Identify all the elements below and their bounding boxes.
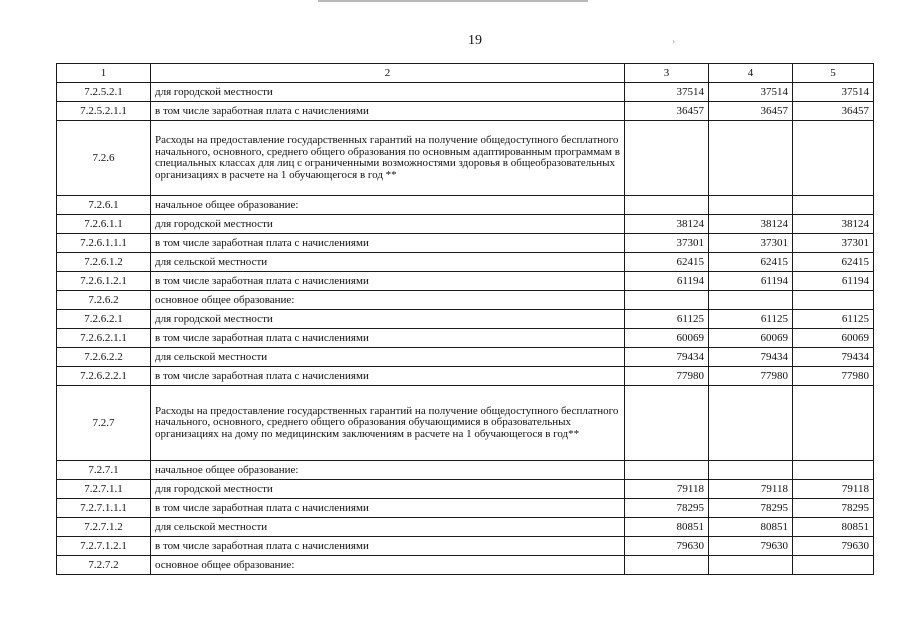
table-row — [57, 537, 874, 556]
row-value-col3: 77980 — [625, 367, 709, 386]
row-value-col4: 79630 — [709, 537, 793, 556]
row-value-col5: 62415 — [793, 253, 874, 272]
row-value-col4 — [709, 461, 793, 480]
row-value-col4: 61125 — [709, 310, 793, 329]
row-value-col5 — [793, 121, 874, 196]
table-row — [57, 386, 874, 461]
table-row — [57, 461, 874, 480]
table-row — [57, 348, 874, 367]
row-code: 7.2.6.2.1 — [57, 310, 151, 329]
row-value-col3: 79118 — [625, 480, 709, 499]
row-value-col5 — [793, 291, 874, 310]
table-row — [57, 196, 874, 215]
row-value-col4: 80851 — [709, 518, 793, 537]
row-code: 7.2.6.1.2 — [57, 253, 151, 272]
row-value-col5: 37301 — [793, 234, 874, 253]
row-value-col4 — [709, 196, 793, 215]
row-code: 7.2.7.2 — [57, 556, 151, 575]
row-value-col3: 78295 — [625, 499, 709, 518]
row-code: 7.2.6.2.1.1 — [57, 329, 151, 348]
row-value-col3: 37514 — [625, 83, 709, 102]
row-code: 7.2.6.2.2 — [57, 348, 151, 367]
row-value-col4 — [709, 291, 793, 310]
row-name: в том числе заработная плата с начислениями — [151, 537, 625, 556]
row-value-col3 — [625, 291, 709, 310]
row-name: в том числе заработная плата с начислениями — [151, 499, 625, 518]
row-name: Расходы на предоставление государственных гарантий на получение общедоступного бесплатного начального, основного, среднего общего образования обучающимися в образовательных организациях на дому по медицинским заключениям в расчете на 1 обучающегося в год** — [151, 386, 625, 461]
row-value-col5: 38124 — [793, 215, 874, 234]
row-name: в том числе заработная плата с начислениями — [151, 329, 625, 348]
row-value-col3: 61194 — [625, 272, 709, 291]
row-code: 7.2.7.1.1 — [57, 480, 151, 499]
row-code: 7.2.7.1.2.1 — [57, 537, 151, 556]
row-code: 7.2.5.2.1 — [57, 83, 151, 102]
row-value-col4: 78295 — [709, 499, 793, 518]
row-value-col4: 37301 — [709, 234, 793, 253]
row-code: 7.2.6.1 — [57, 196, 151, 215]
row-name: в том числе заработная плата с начислениями — [151, 102, 625, 121]
row-name: начальное общее образование: — [151, 461, 625, 480]
row-value-col3: 60069 — [625, 329, 709, 348]
row-value-col5 — [793, 386, 874, 461]
row-value-col3: 61125 — [625, 310, 709, 329]
row-value-col3: 36457 — [625, 102, 709, 121]
row-value-col4: 36457 — [709, 102, 793, 121]
row-code: 7.2.6.2.2.1 — [57, 367, 151, 386]
row-value-col5: 61125 — [793, 310, 874, 329]
row-code: 7.2.6.1.2.1 — [57, 272, 151, 291]
table-row — [57, 234, 874, 253]
row-name: для городской местности — [151, 215, 625, 234]
row-name: для городской местности — [151, 310, 625, 329]
scan-speck: › — [672, 36, 675, 46]
header-col-2: 2 — [151, 64, 625, 83]
row-value-col4: 77980 — [709, 367, 793, 386]
row-value-col4: 38124 — [709, 215, 793, 234]
row-value-col3 — [625, 461, 709, 480]
row-value-col4 — [709, 386, 793, 461]
row-name: основное общее образование: — [151, 291, 625, 310]
row-value-col4: 37514 — [709, 83, 793, 102]
row-code: 7.2.7.1.2 — [57, 518, 151, 537]
table-row — [57, 253, 874, 272]
row-name: в том числе заработная плата с начислениями — [151, 367, 625, 386]
row-value-col5: 60069 — [793, 329, 874, 348]
row-value-col4: 79434 — [709, 348, 793, 367]
row-code: 7.2.7.1 — [57, 461, 151, 480]
row-value-col5: 80851 — [793, 518, 874, 537]
row-value-col5 — [793, 461, 874, 480]
table-row — [57, 310, 874, 329]
table-row — [57, 121, 874, 196]
table-row — [57, 518, 874, 537]
row-value-col4 — [709, 556, 793, 575]
row-value-col4: 62415 — [709, 253, 793, 272]
page-number: 19 — [468, 33, 482, 48]
header-col-4: 4 — [709, 64, 793, 83]
row-name: для сельской местности — [151, 518, 625, 537]
row-name: в том числе заработная плата с начислениями — [151, 272, 625, 291]
row-value-col3 — [625, 386, 709, 461]
row-value-col4: 60069 — [709, 329, 793, 348]
row-code: 7.2.6.1.1 — [57, 215, 151, 234]
row-value-col3 — [625, 196, 709, 215]
row-value-col3: 62415 — [625, 253, 709, 272]
row-value-col3: 38124 — [625, 215, 709, 234]
table-row — [57, 272, 874, 291]
row-value-col4 — [709, 121, 793, 196]
row-value-col5: 79118 — [793, 480, 874, 499]
header-row — [57, 64, 874, 83]
table-row — [57, 291, 874, 310]
row-name: для сельской местности — [151, 253, 625, 272]
header-col-3: 3 — [625, 64, 709, 83]
table-row — [57, 329, 874, 348]
header-col-5: 5 — [793, 64, 874, 83]
table-row — [57, 556, 874, 575]
row-code: 7.2.7.1.1.1 — [57, 499, 151, 518]
budget-table — [56, 63, 874, 575]
row-code: 7.2.7 — [57, 386, 151, 461]
table-row — [57, 83, 874, 102]
row-value-col3: 37301 — [625, 234, 709, 253]
row-name: для городской местности — [151, 83, 625, 102]
row-value-col4: 61194 — [709, 272, 793, 291]
row-value-col5 — [793, 196, 874, 215]
table-row — [57, 480, 874, 499]
row-name: начальное общее образование: — [151, 196, 625, 215]
row-code: 7.2.5.2.1.1 — [57, 102, 151, 121]
row-value-col5: 79630 — [793, 537, 874, 556]
table-body — [57, 64, 874, 575]
table-row — [57, 102, 874, 121]
row-name: Расходы на предоставление государственных гарантий на получение общедоступного бесплатного начального, основного, среднего общего образования по основным адаптированным программам в специальных классах для лиц с ограниченными возможностями здоровья в общеобразовательных организациях в расчете на 1 обучающегося в год ** — [151, 121, 625, 196]
row-value-col5 — [793, 556, 874, 575]
row-name: для сельской местности — [151, 348, 625, 367]
row-value-col5: 78295 — [793, 499, 874, 518]
row-value-col5: 61194 — [793, 272, 874, 291]
header-col-1: 1 — [57, 64, 151, 83]
table-row — [57, 367, 874, 386]
row-code: 7.2.6 — [57, 121, 151, 196]
row-value-col3: 79630 — [625, 537, 709, 556]
row-value-col3: 79434 — [625, 348, 709, 367]
row-value-col5: 79434 — [793, 348, 874, 367]
row-value-col3 — [625, 556, 709, 575]
top-rule — [318, 0, 588, 2]
row-name: в том числе заработная плата с начислениями — [151, 234, 625, 253]
row-code: 7.2.6.2 — [57, 291, 151, 310]
row-value-col5: 37514 — [793, 83, 874, 102]
row-value-col4: 79118 — [709, 480, 793, 499]
row-name: для городской местности — [151, 480, 625, 499]
row-value-col3 — [625, 121, 709, 196]
row-value-col5: 36457 — [793, 102, 874, 121]
table-row — [57, 215, 874, 234]
table-row — [57, 499, 874, 518]
row-name: основное общее образование: — [151, 556, 625, 575]
row-code: 7.2.6.1.1.1 — [57, 234, 151, 253]
row-value-col5: 77980 — [793, 367, 874, 386]
row-value-col3: 80851 — [625, 518, 709, 537]
